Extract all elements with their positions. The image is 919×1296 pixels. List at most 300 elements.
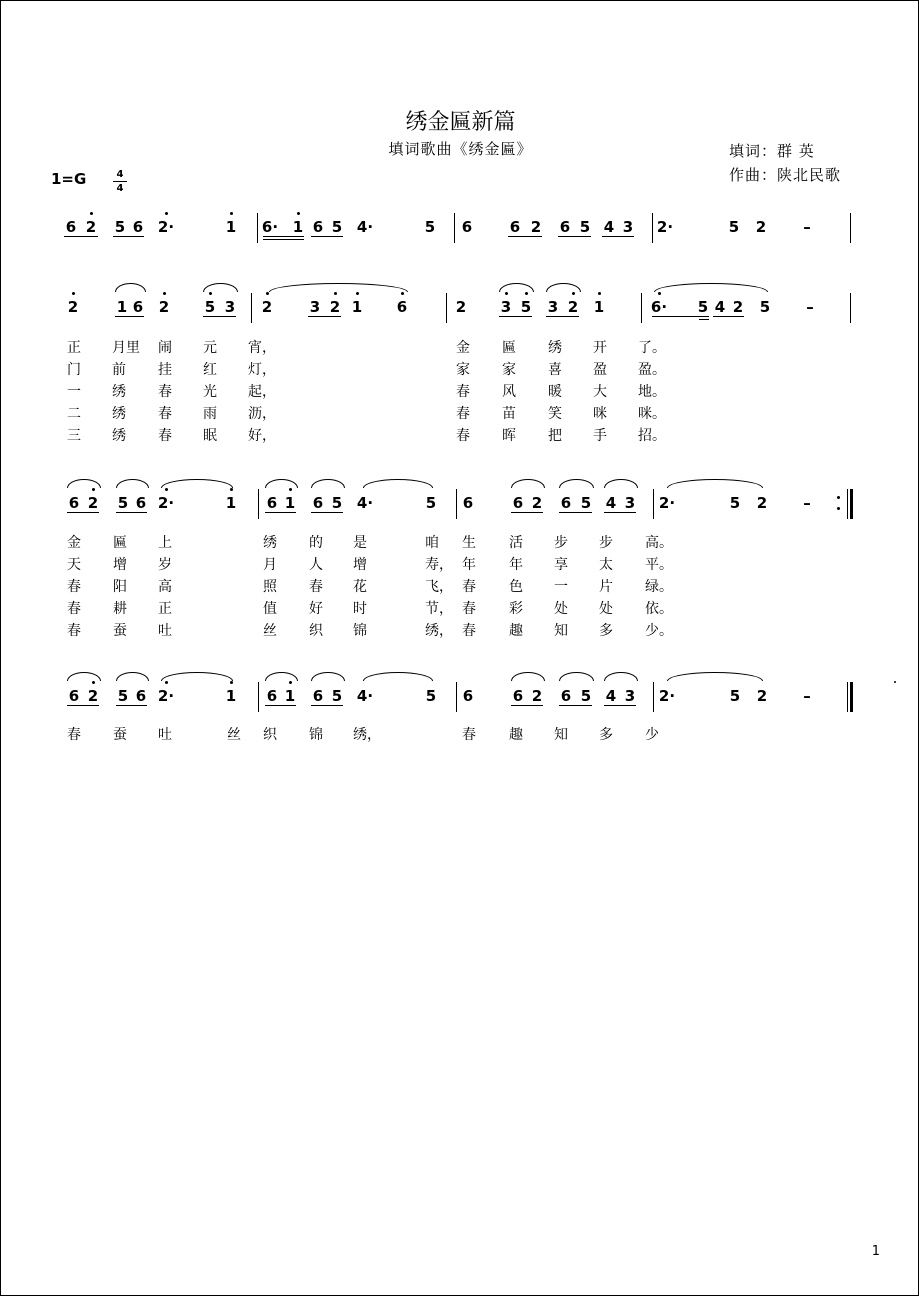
- note: –: [803, 687, 811, 705]
- lyric-syllable: 风: [502, 384, 516, 400]
- slur: [511, 479, 545, 488]
- slur: [604, 479, 638, 488]
- note: 2: [455, 298, 467, 316]
- octave-dot: [401, 292, 404, 295]
- lyric-syllable: 月里: [112, 340, 140, 356]
- lyric-syllable: 盈: [593, 362, 607, 378]
- lyric-syllable: 绿。: [645, 579, 673, 595]
- lyric-syllable: 吐: [158, 727, 172, 743]
- lyric-syllable: 生: [462, 535, 476, 551]
- lyric-syllable: 元: [203, 340, 217, 356]
- bar-line: [456, 489, 457, 519]
- note: 2: [158, 298, 170, 316]
- lyric-syllable: 照: [263, 579, 277, 595]
- note: 5: [204, 298, 216, 316]
- lyric-syllable: 人: [309, 557, 323, 573]
- note: 2: [87, 494, 99, 512]
- beam-underline: [699, 319, 709, 320]
- note: 5: [425, 687, 437, 705]
- slur: [67, 672, 101, 681]
- slur: [654, 283, 768, 292]
- lyric-syllable: 值: [263, 601, 277, 617]
- lyric-syllable: 依。: [645, 601, 673, 617]
- note: 2: [531, 494, 543, 512]
- lyric-syllable: 高: [158, 579, 172, 595]
- lyric-syllable: 丝: [263, 623, 277, 639]
- note: 5: [117, 687, 129, 705]
- note: 1: [225, 687, 237, 705]
- lyric-syllable: 活: [509, 535, 523, 551]
- lyric-syllable: 平。: [645, 557, 673, 573]
- note: 6: [462, 687, 474, 705]
- lyric-syllable: 春: [309, 579, 323, 595]
- lyric-syllable: 的: [309, 535, 323, 551]
- note: 2: [85, 218, 97, 236]
- beam-underline: [263, 239, 304, 240]
- lyric-syllable: 春: [456, 384, 470, 400]
- note: 6: [266, 687, 278, 705]
- slur: [363, 479, 433, 488]
- lyric-syllable: 门: [67, 362, 81, 378]
- lyric-syllable: 织: [263, 727, 277, 743]
- lyric-syllable: 蚕: [113, 623, 127, 639]
- note: 4: [603, 218, 615, 236]
- note: 1: [292, 218, 304, 236]
- note: 4: [605, 687, 617, 705]
- stray-mark: [894, 681, 896, 683]
- beam-underline: [713, 316, 744, 317]
- note: 2: [755, 218, 767, 236]
- lyric-syllable: 绣: [112, 384, 126, 400]
- lyric-syllable: 飞，: [425, 579, 453, 595]
- lyric-syllable: 宵，: [248, 340, 276, 356]
- lyric-syllable: 三: [67, 428, 81, 444]
- beam-underline: [602, 236, 634, 237]
- note: 6: [266, 494, 278, 512]
- note: 6: [461, 218, 473, 236]
- octave-dot: [165, 681, 168, 684]
- note: 2: [530, 218, 542, 236]
- beam-underline: [265, 705, 296, 706]
- lyric-syllable: 雨: [203, 406, 217, 422]
- note: 4: [714, 298, 726, 316]
- slur: [116, 479, 149, 488]
- note: 6: [512, 494, 524, 512]
- note: 6: [560, 687, 572, 705]
- lyric-syllable: 起，: [248, 384, 276, 400]
- octave-dot: [165, 488, 168, 491]
- beam-underline: [311, 705, 343, 706]
- octave-dot: [334, 292, 337, 295]
- lyric-syllable: 锦: [309, 727, 323, 743]
- note: 2·: [656, 218, 674, 236]
- note: 2: [756, 687, 768, 705]
- note: 6: [68, 687, 80, 705]
- lyric-syllable: 了。: [638, 340, 666, 356]
- bar-line: [653, 682, 654, 712]
- lyric-syllable: 春: [67, 623, 81, 639]
- beam-underline: [67, 512, 99, 513]
- note: 3: [622, 218, 634, 236]
- lyric-syllable: 天: [67, 557, 81, 573]
- lyric-syllable: 彩: [509, 601, 523, 617]
- beam-underline: [652, 316, 709, 317]
- lyric-syllable: 匾: [502, 340, 516, 356]
- octave-dot: [230, 212, 233, 215]
- lyric-syllable: 春: [67, 601, 81, 617]
- lyric-syllable: 光: [203, 384, 217, 400]
- beam-underline: [511, 705, 543, 706]
- song-title: 绣金匾新篇: [405, 110, 516, 135]
- bar-line: [641, 293, 642, 323]
- repeat-dot: [837, 496, 840, 499]
- lyric-syllable: 春: [462, 623, 476, 639]
- slur: [265, 672, 298, 681]
- octave-dot: [163, 292, 166, 295]
- beam-underline: [67, 705, 99, 706]
- lyric-syllable: 盈。: [638, 362, 666, 378]
- lyric-syllable: 苗: [502, 406, 516, 422]
- note: 5: [729, 687, 741, 705]
- lyric-syllable: 晖: [502, 428, 516, 444]
- lyric-syllable: 一: [554, 579, 568, 595]
- beam-underline: [64, 236, 98, 237]
- note: 3: [547, 298, 559, 316]
- note: 1: [116, 298, 128, 316]
- time-signature-top: 4: [116, 169, 124, 180]
- octave-dot: [289, 488, 292, 491]
- note: 5: [580, 687, 592, 705]
- note: 2: [567, 298, 579, 316]
- lyric-syllable: 丝: [227, 727, 241, 743]
- slur: [311, 672, 345, 681]
- lyric-syllable: 喜: [548, 362, 562, 378]
- beam-underline: [604, 512, 636, 513]
- beam-underline: [116, 705, 147, 706]
- lyric-syllable: 太: [599, 557, 613, 573]
- note: 2: [261, 298, 273, 316]
- lyric-syllable: 趣: [509, 727, 523, 743]
- octave-dot: [92, 681, 95, 684]
- note: 6: [509, 218, 521, 236]
- octave-dot: [230, 488, 233, 491]
- lyric-syllable: 织: [309, 623, 323, 639]
- note: 6: [462, 494, 474, 512]
- bar-line: [653, 489, 654, 519]
- beam-underline: [265, 512, 296, 513]
- final-bar-thick: [850, 682, 853, 712]
- lyric-syllable: 月: [263, 557, 277, 573]
- lyric-syllable: 把: [548, 428, 562, 444]
- note: 6: [312, 494, 324, 512]
- note: 5: [425, 494, 437, 512]
- slur: [499, 283, 534, 292]
- note: 2: [732, 298, 744, 316]
- lyric-syllable: 绣: [548, 340, 562, 356]
- beam-underline: [115, 316, 144, 317]
- lyric-syllable: 岁: [158, 557, 172, 573]
- lyric-syllable: 色: [509, 579, 523, 595]
- lyric-syllable: 处: [599, 601, 613, 617]
- lyric-syllable: 前: [112, 362, 126, 378]
- note: 5: [728, 218, 740, 236]
- lyric-syllable: 绣: [263, 535, 277, 551]
- page-number: 1: [871, 1244, 880, 1259]
- lyric-syllable: 年: [462, 557, 476, 573]
- song-subtitle: 填词歌曲《绣金匾》: [388, 140, 533, 158]
- note: 1: [593, 298, 605, 316]
- note: 5: [117, 494, 129, 512]
- note: –: [806, 298, 814, 316]
- lyric-syllable: 春: [456, 406, 470, 422]
- note: 6: [135, 494, 147, 512]
- beam-underline: [263, 236, 304, 237]
- key-signature: 1=G: [51, 170, 87, 188]
- bar-line: [454, 213, 455, 243]
- slur: [311, 479, 345, 488]
- lyric-syllable: 增: [353, 557, 367, 573]
- lyric-syllable: 步: [554, 535, 568, 551]
- lyric-syllable: 沥，: [248, 406, 276, 422]
- octave-dot: [72, 292, 75, 295]
- octave-dot: [266, 292, 269, 295]
- note: 2: [756, 494, 768, 512]
- note: 6: [132, 298, 144, 316]
- note: 6: [132, 218, 144, 236]
- note: 3: [500, 298, 512, 316]
- note: 3: [624, 494, 636, 512]
- slur: [559, 672, 594, 681]
- lyric-syllable: 多: [599, 623, 613, 639]
- lyric-syllable: 步: [599, 535, 613, 551]
- note: 5: [759, 298, 771, 316]
- note: 4·: [356, 494, 374, 512]
- note: 4·: [356, 218, 374, 236]
- slur: [67, 479, 101, 488]
- note: 1: [284, 494, 296, 512]
- note: 6·: [650, 298, 668, 316]
- slur: [161, 672, 233, 681]
- octave-dot: [525, 292, 528, 295]
- lyric-syllable: 蚕: [113, 727, 127, 743]
- note: 6: [396, 298, 408, 316]
- bar-line: [446, 293, 447, 323]
- note: 6: [135, 687, 147, 705]
- note: 5: [520, 298, 532, 316]
- lyric-syllable: 好: [309, 601, 323, 617]
- beam-underline: [311, 236, 343, 237]
- note: 4·: [356, 687, 374, 705]
- slur: [265, 479, 298, 488]
- beam-underline: [558, 236, 591, 237]
- note: 2·: [157, 687, 175, 705]
- octave-dot: [356, 292, 359, 295]
- beam-underline: [546, 316, 579, 317]
- note: 5: [579, 218, 591, 236]
- slur: [511, 672, 545, 681]
- slur: [161, 479, 233, 488]
- note: –: [803, 494, 811, 512]
- note: 5: [580, 494, 592, 512]
- lyric-syllable: 享: [554, 557, 568, 573]
- note: 2: [87, 687, 99, 705]
- lyric-syllable: 绣: [112, 406, 126, 422]
- slur: [546, 283, 581, 292]
- note: 5: [331, 687, 343, 705]
- lyric-syllable: 笑: [548, 406, 562, 422]
- note: 6: [560, 494, 572, 512]
- octave-dot: [598, 292, 601, 295]
- lyric-syllable: 春: [462, 579, 476, 595]
- octave-dot: [90, 212, 93, 215]
- beam-underline: [308, 316, 341, 317]
- lyric-syllable: 绣，: [353, 727, 381, 743]
- lyric-syllable: 金: [67, 535, 81, 551]
- octave-dot: [297, 212, 300, 215]
- beam-underline: [499, 316, 532, 317]
- slur: [115, 283, 146, 292]
- lyric-syllable: 春: [67, 579, 81, 595]
- bar-line: [456, 682, 457, 712]
- final-bar-thin: [847, 489, 848, 519]
- lyric-syllable: 趣: [509, 623, 523, 639]
- lyric-syllable: 春: [158, 384, 172, 400]
- beam-underline: [511, 512, 543, 513]
- octave-dot: [658, 292, 661, 295]
- note: 6: [312, 218, 324, 236]
- lyric-syllable: 家: [456, 362, 470, 378]
- beam-underline: [113, 236, 144, 237]
- bar-line: [850, 293, 851, 323]
- lyric-syllable: 暖: [548, 384, 562, 400]
- lyric-syllable: 处: [554, 601, 568, 617]
- octave-dot: [209, 292, 212, 295]
- lyric-syllable: 寿，: [425, 557, 453, 573]
- lyric-syllable: 知: [554, 727, 568, 743]
- lyric-syllable: 一: [67, 384, 81, 400]
- beam-underline: [559, 512, 592, 513]
- octave-dot: [165, 212, 168, 215]
- lyric-syllable: 多: [599, 727, 613, 743]
- lyric-syllable: 二: [67, 406, 81, 422]
- lyric-syllable: 阳: [113, 579, 127, 595]
- lyric-syllable: 锦: [353, 623, 367, 639]
- note: 5: [114, 218, 126, 236]
- time-signature-bottom: 4: [116, 183, 124, 194]
- lyric-syllable: 金: [456, 340, 470, 356]
- lyric-syllable: 少。: [645, 623, 673, 639]
- lyric-syllable: 高。: [645, 535, 673, 551]
- slur: [269, 283, 408, 292]
- lyric-syllable: 片: [599, 579, 613, 595]
- octave-dot: [505, 292, 508, 295]
- beam-underline: [311, 512, 343, 513]
- note: 1: [225, 494, 237, 512]
- slur: [604, 672, 638, 681]
- lyric-syllable: 增: [113, 557, 127, 573]
- note: 6: [312, 687, 324, 705]
- note: 5: [331, 494, 343, 512]
- note: 1: [225, 218, 237, 236]
- note: 6: [68, 494, 80, 512]
- lyric-syllable: 开: [593, 340, 607, 356]
- lyric-syllable: 咪: [593, 406, 607, 422]
- note: 3: [309, 298, 321, 316]
- lyric-syllable: 手: [593, 428, 607, 444]
- lyric-syllable: 绣，: [425, 623, 453, 639]
- slur: [667, 479, 763, 488]
- lyric-syllable: 春: [456, 428, 470, 444]
- lyric-syllable: 眠: [203, 428, 217, 444]
- lyric-syllable: 年: [509, 557, 523, 573]
- lyric-syllable: 春: [67, 727, 81, 743]
- octave-dot: [572, 292, 575, 295]
- lyric-syllable: 灯，: [248, 362, 276, 378]
- bar-line: [652, 213, 653, 243]
- lyric-syllable: 地。: [638, 384, 666, 400]
- lyric-syllable: 春: [158, 406, 172, 422]
- lyric-syllable: 正: [67, 340, 81, 356]
- lyric-syllable: 时: [353, 601, 367, 617]
- beam-underline: [116, 512, 147, 513]
- lyric-syllable: 春: [158, 428, 172, 444]
- lyric-syllable: 家: [502, 362, 516, 378]
- beam-underline: [604, 705, 636, 706]
- beam-underline: [203, 316, 236, 317]
- note: 5: [729, 494, 741, 512]
- lyric-syllable: 春: [462, 727, 476, 743]
- note: 1: [351, 298, 363, 316]
- lyric-syllable: 上: [158, 535, 172, 551]
- lyric-syllable: 正: [158, 601, 172, 617]
- note: 3: [624, 687, 636, 705]
- lyricist-credit: 填词：群 英: [729, 142, 815, 160]
- note: 6: [65, 218, 77, 236]
- lyric-syllable: 大: [593, 384, 607, 400]
- lyric-syllable: 咪。: [638, 406, 666, 422]
- lyric-syllable: 挂: [158, 362, 172, 378]
- lyric-syllable: 是: [353, 535, 367, 551]
- bar-line: [251, 293, 252, 323]
- time-signature: [113, 169, 127, 194]
- note: 2: [531, 687, 543, 705]
- final-bar-thin: [847, 682, 848, 712]
- note: 5: [331, 218, 343, 236]
- lyric-syllable: 咱: [425, 535, 439, 551]
- octave-dot: [92, 488, 95, 491]
- bar-line: [258, 682, 259, 712]
- lyric-syllable: 绣: [112, 428, 126, 444]
- composer-credit: 作曲：陕北民歌: [729, 166, 842, 184]
- note: 2·: [157, 218, 175, 236]
- note: 2·: [658, 494, 676, 512]
- note: 2: [329, 298, 341, 316]
- note: 3: [224, 298, 236, 316]
- lyric-syllable: 耕: [113, 601, 127, 617]
- note: 5: [697, 298, 709, 316]
- lyric-syllable: 好，: [248, 428, 276, 444]
- slur: [116, 672, 149, 681]
- beam-underline: [559, 705, 592, 706]
- octave-dot: [289, 681, 292, 684]
- note: 6: [559, 218, 571, 236]
- bar-line: [258, 489, 259, 519]
- lyric-syllable: 知: [554, 623, 568, 639]
- note: 1: [284, 687, 296, 705]
- note: –: [803, 218, 811, 236]
- lyric-syllable: 招。: [638, 428, 666, 444]
- slur: [559, 479, 594, 488]
